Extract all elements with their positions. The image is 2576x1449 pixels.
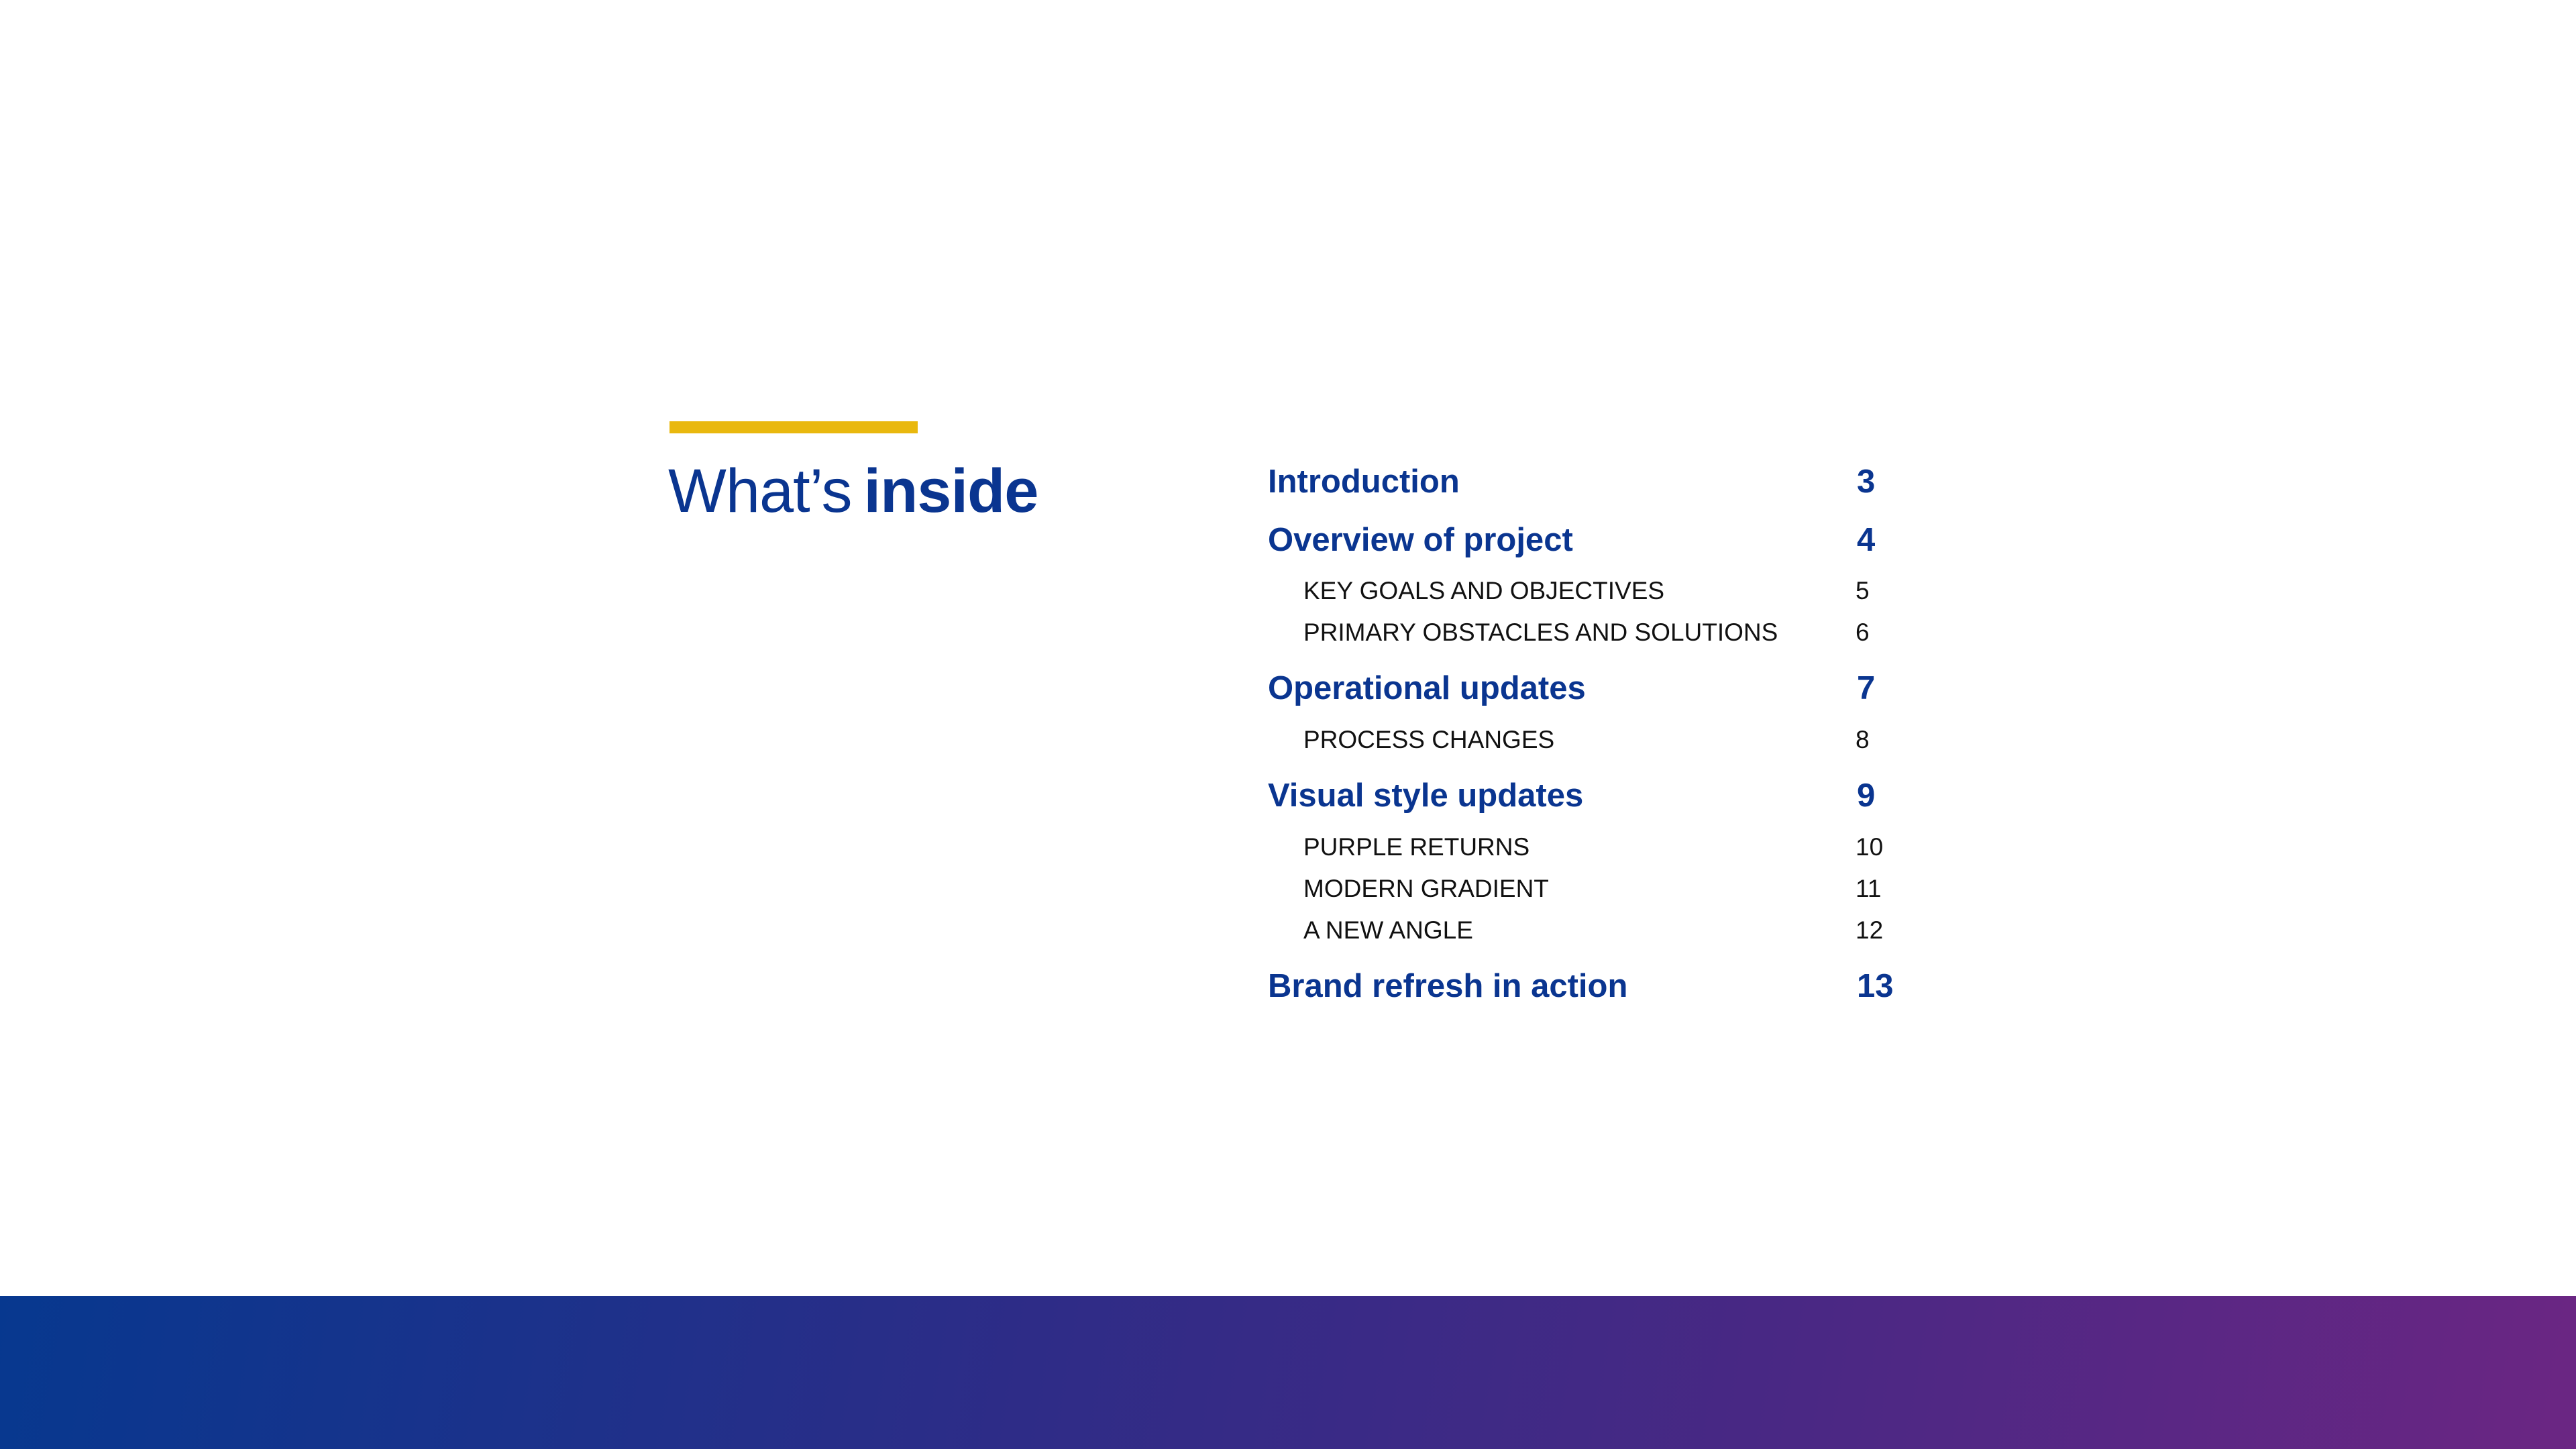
toc-subentry-page: 12 [1856, 916, 1884, 944]
toc-entry-brand-refresh[interactable] [1268, 965, 1939, 1008]
toc-subentry-title: PURPLE RETURNS [1303, 833, 1530, 861]
toc-subentry-page: 8 [1856, 726, 1870, 753]
toc-entry-title: Introduction [1268, 464, 1460, 500]
toc-entry-page: 7 [1857, 670, 1876, 706]
toc-subentry-page: 10 [1856, 833, 1884, 861]
toc-entry-visual-style[interactable] [1268, 774, 1939, 817]
toc-subentry-title: A NEW ANGLE [1303, 916, 1473, 944]
footer-gradient-band [0, 1296, 2576, 1449]
toc-entry-page: 13 [1857, 968, 1894, 1004]
toc-subentry-purple[interactable] [1268, 826, 1939, 869]
accent-bar [669, 421, 918, 433]
toc-subentry-title: MODERN GRADIENT [1303, 875, 1549, 902]
toc-entry-title: Brand refresh in action [1268, 968, 1628, 1004]
toc-entry-title: Operational updates [1268, 670, 1586, 706]
toc-entry-operational[interactable] [1268, 667, 1939, 710]
table-of-contents [1268, 0, 1939, 1449]
toc-subentry-obstacles[interactable] [1268, 611, 1939, 654]
toc-entry-page: 9 [1857, 777, 1876, 814]
page-title-bold: inside [863, 457, 1038, 525]
toc-subentry-gradient[interactable] [1268, 867, 1939, 910]
toc-subentry-title: KEY GOALS AND OBJECTIVES [1303, 577, 1665, 604]
toc-subentry-page: 6 [1856, 619, 1870, 646]
toc-subentry-angle[interactable] [1268, 909, 1939, 952]
page-title [668, 451, 1038, 531]
toc-subentry-title: PRIMARY OBSTACLES AND SOLUTIONS [1303, 619, 1778, 646]
toc-entry-introduction[interactable] [1268, 460, 1939, 503]
toc-subentry-title: PROCESS CHANGES [1303, 726, 1555, 753]
toc-entry-title: Visual style updates [1268, 777, 1584, 814]
toc-subentry-page: 5 [1856, 577, 1870, 604]
toc-subentry-page: 11 [1856, 875, 1882, 902]
toc-entry-page: 4 [1857, 522, 1876, 558]
toc-subentry-key-goals[interactable] [1268, 570, 1939, 612]
toc-entry-overview[interactable] [1268, 519, 1939, 561]
toc-subentry-process[interactable] [1268, 718, 1939, 761]
page-title-light: What’s [668, 457, 852, 525]
toc-entry-page: 3 [1857, 464, 1876, 500]
toc-entry-title: Overview of project [1268, 522, 1573, 558]
